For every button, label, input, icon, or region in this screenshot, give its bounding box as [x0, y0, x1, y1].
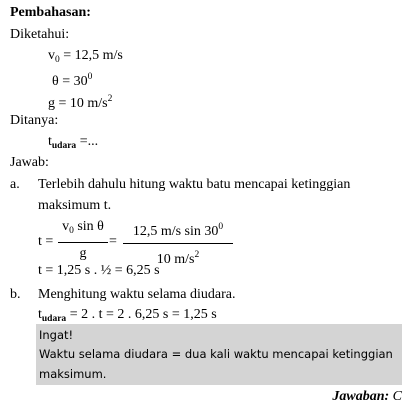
given-theta: $\theta = 30^0$: [52, 72, 93, 89]
given-v0: $v_0 = 12,5$ m/s: [48, 48, 123, 65]
final-answer: Jawaban: C: [332, 389, 402, 404]
fraction-numeric: 12,5 m/s $\sin 30^0$ 10 $m/s^2$: [123, 218, 233, 269]
step-b-line1: Menghitung waktu selama diudara.: [38, 287, 236, 302]
known-label: Diketahui:: [10, 27, 70, 42]
reminder-line: maksimum.: [39, 367, 107, 381]
step-a-marker: a.: [10, 177, 20, 192]
formula-t-equals: t =: [38, 234, 54, 249]
page-title: Pembahasan:: [10, 5, 91, 20]
asked-t-udara: $t_{udara}$ =...: [48, 134, 99, 151]
asked-label: Ditanya:: [10, 113, 59, 128]
step-a-result: t = 1,25 s . ½ = 6,25 s: [38, 263, 160, 278]
formula-equals: =: [109, 234, 117, 249]
given-g: g = 10 $m/s^2$: [48, 94, 113, 111]
step-b-result: $t_{udara} = 2$ . t = 2 . 6,25 s = 1,25 s: [38, 307, 217, 324]
step-b-marker: b.: [10, 287, 21, 302]
answer-section-label: Jawab:: [10, 155, 49, 170]
step-a-line2: maksimum t.: [38, 198, 112, 213]
step-a-line1: Terlebih dahulu hitung waktu batu mencapai ketinggian: [38, 177, 351, 192]
reminder-line: Waktu selama diudara = dua kali waktu mencapai ketinggian: [39, 347, 393, 361]
reminder-note-box: [36, 324, 402, 385]
reminder-title: Ingat!: [39, 328, 74, 342]
fraction-v0-sin-theta-over-g: $v_0$ sin θ g: [58, 218, 108, 263]
